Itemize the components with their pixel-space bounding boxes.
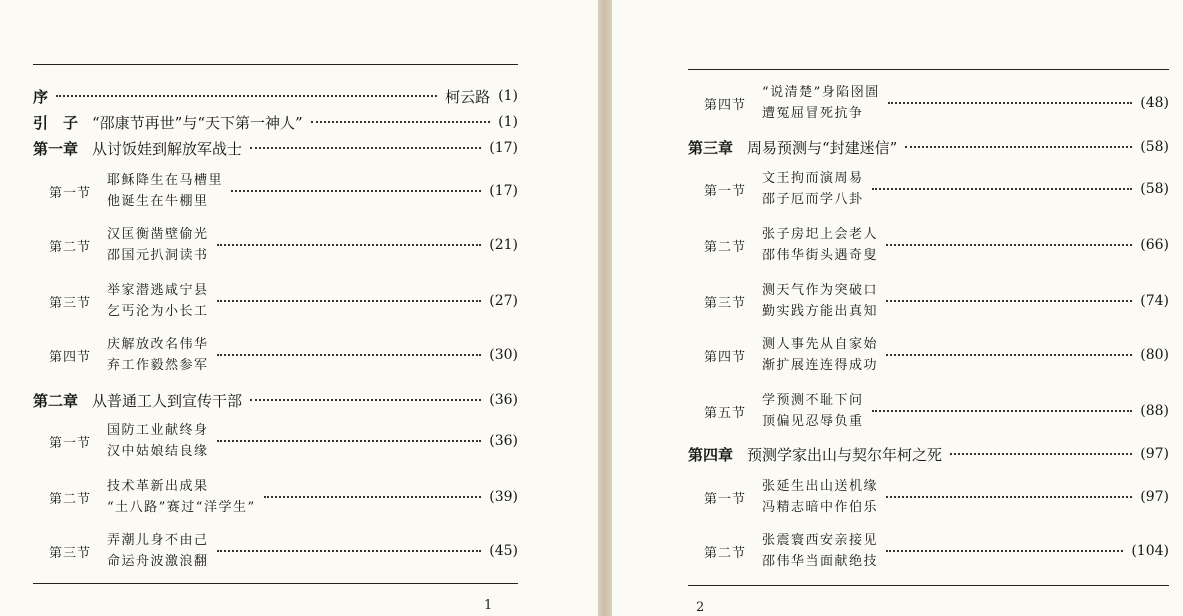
title-line-2: 渐扩展连连得成功 (762, 358, 879, 373)
entry-title (107, 420, 209, 462)
title-line-2: 他诞生在牛棚里 (107, 194, 209, 209)
title-line-1: 汉匡衡凿壁偷光 (107, 227, 209, 242)
dot-leader (311, 121, 490, 123)
toc-entry-ch2-sec4[interactable] (688, 82, 1169, 124)
dot-leader (886, 300, 1132, 302)
page-folio: 2 (696, 600, 705, 615)
toc-entry-ch4-sec1[interactable] (688, 476, 1169, 518)
dot-leader (886, 244, 1132, 246)
toc-entry-ch1-sec2[interactable] (33, 224, 518, 266)
entry-label: 第二章 (33, 391, 79, 410)
page-number: (30) (489, 347, 518, 363)
entry-title (107, 224, 209, 266)
page-number: (88) (1140, 403, 1169, 419)
page-folio: 1 (484, 598, 493, 613)
entry-title (762, 334, 878, 376)
entry-title (107, 334, 209, 376)
title-line-2: 邵国元扒洞读书 (107, 248, 209, 263)
toc-entry-ch2-sec2[interactable] (33, 476, 518, 518)
entry-label: 第一章 (33, 139, 79, 158)
entry-label: 第四节 (49, 349, 92, 365)
toc-entry-ch3-sec4[interactable] (688, 334, 1169, 376)
entry-title (107, 170, 223, 212)
entry-label: 第三节 (49, 295, 92, 311)
title-line-2: 遭冤屈冒死抗争 (762, 106, 864, 121)
entry-label: 第二节 (49, 239, 92, 255)
title-line-2: 邵伟华当面献绝技 (762, 554, 879, 569)
dot-leader (217, 550, 482, 552)
dot-leader (264, 496, 482, 498)
page-number: (1) (498, 114, 518, 130)
title-line-2: 汉中姑娘结良缘 (107, 444, 209, 459)
toc-entry-intro[interactable] (33, 112, 518, 132)
entry-title: 从讨饭娃到解放军战士 (92, 139, 243, 158)
page-number: (58) (1140, 181, 1169, 197)
title-line-1: “说清楚”身陷囹圄 (762, 85, 880, 100)
toc-entry-ch3-sec3[interactable] (688, 280, 1169, 322)
toc-entry-ch4-sec2[interactable] (688, 530, 1169, 572)
title-line-1: 张子房圯上会老人 (762, 227, 879, 242)
bottom-rule (688, 585, 1169, 586)
page-number: (58) (1140, 139, 1169, 155)
entry-label: 第四章 (688, 445, 734, 464)
title-line-2: 勤实践方能出真知 (762, 304, 879, 319)
dot-leader (56, 95, 437, 97)
entry-label: 第三章 (688, 138, 734, 157)
toc-entry-ch3-sec2[interactable] (688, 224, 1169, 266)
entry-title (762, 168, 864, 210)
title-line-1: 国防工业献终身 (107, 423, 209, 438)
page-number: (80) (1140, 347, 1169, 363)
page-number: (27) (489, 293, 518, 309)
entry-title (107, 280, 209, 322)
entry-title (762, 390, 864, 432)
toc-entry-chapter-3[interactable] (688, 137, 1169, 157)
entry-title (762, 82, 880, 124)
title-line-1: 举家潜逃咸宁县 (107, 283, 209, 298)
entry-label: 第一节 (49, 185, 92, 201)
dot-leader (872, 188, 1133, 190)
entry-label: 第三节 (704, 295, 747, 311)
toc-entry-preface[interactable] (33, 86, 518, 106)
book-gutter (598, 0, 612, 616)
entry-label: 第五节 (704, 405, 747, 421)
title-line-1: 文王拘而演周易 (762, 171, 864, 186)
entry-author: 柯云路 (445, 87, 491, 106)
toc-entry-chapter-1[interactable] (33, 138, 518, 158)
page-number: (45) (489, 543, 518, 559)
dot-leader (250, 399, 481, 401)
toc-entry-chapter-2[interactable] (33, 390, 518, 410)
entry-title (762, 280, 878, 322)
title-line-1: 张延生出山送机缘 (762, 479, 879, 494)
dot-leader (888, 102, 1132, 104)
toc-entry-ch3-sec5[interactable] (688, 390, 1169, 432)
title-line-2: 命运舟波激浪翻 (107, 554, 209, 569)
dot-leader (886, 550, 1123, 552)
entry-label: 第二节 (704, 239, 747, 255)
page-number: (1) (498, 88, 518, 104)
dot-leader (217, 354, 482, 356)
title-line-2: 弃工作毅然参军 (107, 358, 209, 373)
page-number: (36) (489, 392, 518, 408)
entry-title (762, 530, 878, 572)
entry-label: 第一节 (704, 183, 747, 199)
entry-label: 第一节 (49, 435, 92, 451)
title-line-2: “土八路”赛过“洋学生” (107, 500, 256, 515)
toc-entry-ch1-sec4[interactable] (33, 334, 518, 376)
title-line-2: 邵子厄而学八卦 (762, 192, 864, 207)
entry-title (762, 224, 878, 266)
entry-title: 从普通工人到宣传干部 (92, 391, 243, 410)
page-number: (36) (489, 433, 518, 449)
toc-entry-ch2-sec3[interactable] (33, 530, 518, 572)
toc-entry-ch1-sec3[interactable] (33, 280, 518, 322)
top-rule (688, 69, 1169, 70)
entry-title (762, 476, 878, 518)
title-line-1: 测天气作为突破口 (762, 283, 879, 298)
page-number: (97) (1140, 489, 1169, 505)
dot-leader (886, 496, 1132, 498)
entry-label: 第一节 (704, 491, 747, 507)
title-line-2: 邵伟华街头遇奇叟 (762, 248, 879, 263)
title-line-2: 冯精志暗中作伯乐 (762, 500, 879, 515)
entry-label: 第二节 (49, 491, 92, 507)
toc-entry-chapter-4[interactable] (688, 444, 1169, 464)
entry-title (107, 530, 209, 572)
title-line-2: 乞丐沦为小长工 (107, 304, 209, 319)
page-number: (17) (489, 140, 518, 156)
title-line-2: 顶偏见忍辱负重 (762, 414, 864, 429)
page-number: (21) (489, 237, 518, 253)
entry-label: 第二节 (704, 545, 747, 561)
title-line-1: 测人事先从自家始 (762, 337, 879, 352)
page-number: (97) (1140, 446, 1169, 462)
dot-leader (872, 410, 1133, 412)
page-number: (48) (1140, 95, 1169, 111)
entry-label: 引 子 (33, 113, 79, 132)
page-number: (17) (489, 183, 518, 199)
dot-leader (950, 453, 1132, 455)
right-page (612, 0, 1183, 616)
entry-label: 第四节 (704, 349, 747, 365)
entry-label: 第四节 (704, 97, 747, 113)
dot-leader (886, 354, 1132, 356)
toc-entry-ch3-sec1[interactable] (688, 168, 1169, 210)
entry-title (107, 476, 256, 518)
dot-leader (905, 146, 1132, 148)
entry-title: 预测学家出山与契尔年柯之死 (747, 445, 943, 464)
entry-label: 序 (33, 87, 49, 106)
page-number: (39) (489, 489, 518, 505)
toc-entry-ch1-sec1[interactable] (33, 170, 518, 212)
dot-leader (217, 244, 482, 246)
page-number: (104) (1131, 543, 1169, 559)
toc-entry-ch2-sec1[interactable] (33, 420, 518, 462)
bottom-rule (33, 583, 518, 584)
dot-leader (231, 190, 481, 192)
entry-title: 周易预测与“封建迷信” (747, 138, 898, 157)
dot-leader (250, 147, 481, 149)
title-line-1: 庆解放改名伟华 (107, 337, 209, 352)
title-line-1: 技术革新出成果 (107, 479, 209, 494)
page-number: (66) (1140, 237, 1169, 253)
top-rule (33, 64, 518, 65)
entry-label: 第三节 (49, 545, 92, 561)
title-line-1: 张震寰西安亲接见 (762, 533, 879, 548)
title-line-1: 耶稣降生在马槽里 (107, 173, 224, 188)
title-line-1: 学预测不耻下问 (762, 393, 864, 408)
title-line-1: 弄潮儿身不由己 (107, 533, 209, 548)
page-number: (74) (1140, 293, 1169, 309)
entry-title: “邵康节再世”与“天下第一神人” (92, 113, 303, 132)
dot-leader (217, 440, 482, 442)
dot-leader (217, 300, 482, 302)
